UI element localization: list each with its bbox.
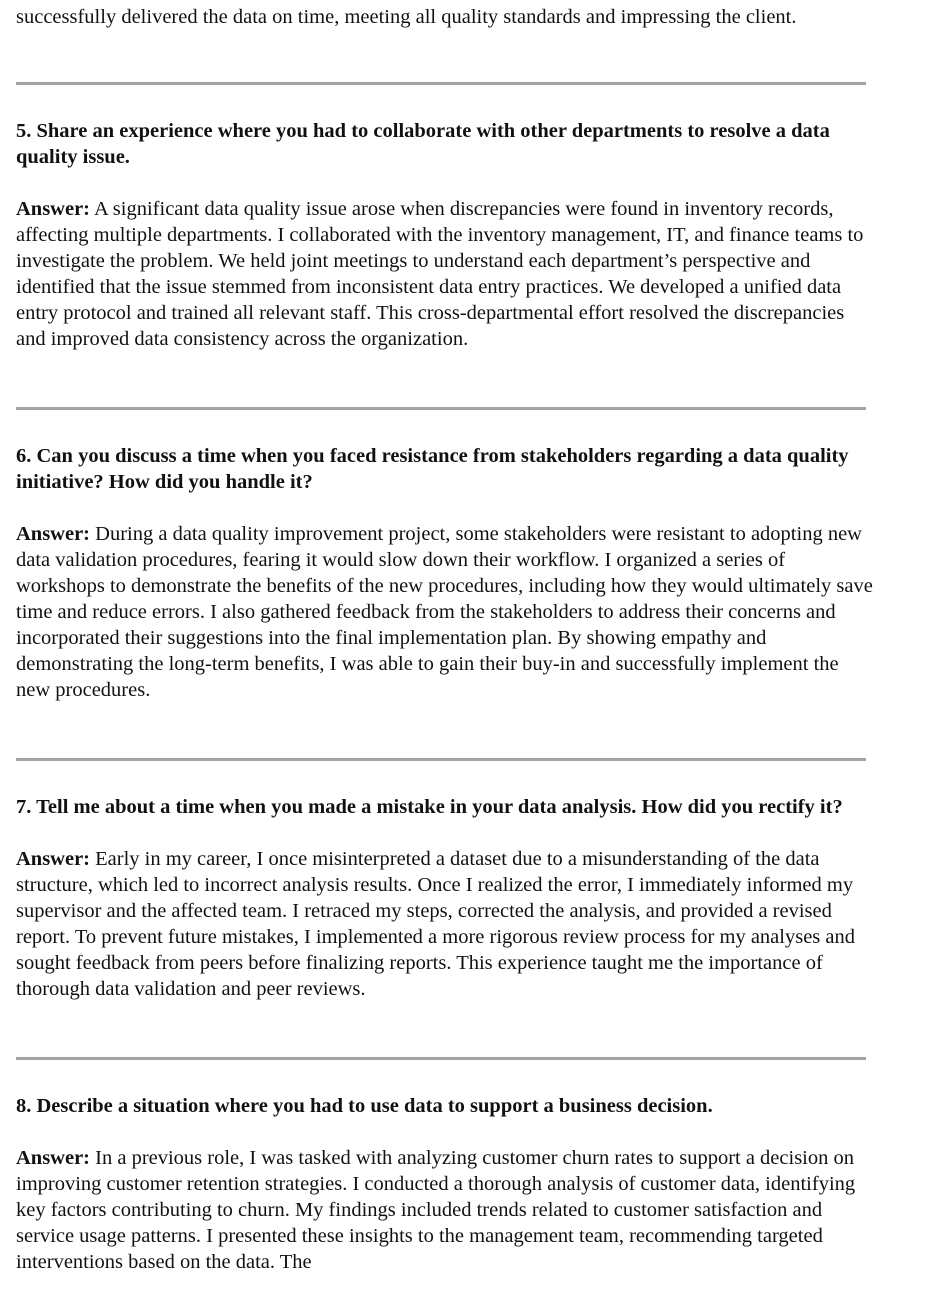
spacer <box>16 1002 876 1057</box>
spacer <box>16 495 876 521</box>
question-section-7 <box>16 794 876 1002</box>
answer-paragraph <box>16 521 876 703</box>
question-section-5 <box>16 118 876 352</box>
spacer <box>16 1060 876 1093</box>
spacer <box>16 352 876 407</box>
question-heading: 8. Describe a situation where you had to use data to support a business decision. <box>16 1095 713 1117</box>
question-heading: 6. Can you discuss a time when you faced resistance from stakeholders regarding a data quality initiative? How did you handle it? <box>16 445 849 493</box>
answer-paragraph <box>16 196 876 352</box>
spacer <box>16 820 876 846</box>
answer-label: Answer: <box>16 198 91 220</box>
spacer <box>16 761 876 794</box>
spacer <box>16 703 876 758</box>
spacer <box>16 410 876 443</box>
spacer <box>16 85 876 118</box>
spacer <box>16 170 876 196</box>
answer-text: During a data quality improvement project, some stakeholders were resistant to adopting new data validation procedures, fearing it would slow down their workflow. I organized a series of workshops to demonstrate the benefits of the new procedures, including how they would ultimately save time and reduce errors. I also gathered feedback from the stakeholders to address their concerns and incorporated their suggestions into the final implementation plan. By showing empathy and demonstrating the long-term benefits, I was able to gain their buy-in and successfully implement the new procedures. <box>16 523 873 701</box>
answer-label: Answer: <box>16 848 91 870</box>
document-page <box>16 4 876 1275</box>
question-heading: 7. Tell me about a time when you made a mistake in your data analysis. How did you rectify it? <box>16 796 843 818</box>
answer-label: Answer: <box>16 523 91 545</box>
answer-text: In a previous role, I was tasked with analyzing customer churn rates to support a decision on improving customer retention strategies. I conducted a thorough analysis of customer data, identifying key factors contributing to churn. My findings included trends related to customer satisfaction and service usage patterns. I presented these insights to the management team, recommending targeted interventions based on the data. The <box>16 1147 856 1273</box>
spacer <box>16 30 876 82</box>
spacer <box>16 1119 876 1145</box>
answer-text: A significant data quality issue arose when discrepancies were found in inventory records, affecting multiple departments. I collaborated with the inventory management, IT, and finance teams to investigate the problem. We held joint meetings to understand each department’s perspective and identified that the issue stemmed from inconsistent data entry practices. We developed a unified data entry protocol and trained all relevant staff. This cross-departmental effort resolved the discrepancies and improved data consistency across the organization. <box>16 198 864 350</box>
answer-paragraph <box>16 846 876 1002</box>
answer-paragraph <box>16 1145 876 1275</box>
question-section-8 <box>16 1093 876 1275</box>
answer-label: Answer: <box>16 1147 91 1169</box>
answer-text: Early in my career, I once misinterpreted a dataset due to a misunderstanding of the data structure, which led to incorrect analysis results. Once I realized the error, I immediately informed my supervisor and the affected team. I retraced my steps, corrected the analysis, and provided a revised report. To prevent future mistakes, I implemented a more rigorous review process for my analyses and sought feedback from peers before finalizing reports. This experience taught me the importance of thorough data validation and peer reviews. <box>16 848 855 1000</box>
question-section-6 <box>16 443 876 703</box>
question-heading: 5. Share an experience where you had to collaborate with other departments to resolve a data quality issue. <box>16 120 830 168</box>
previous-answer-tail: successfully delivered the data on time, meeting all quality standards and impressing the client. <box>16 6 797 28</box>
